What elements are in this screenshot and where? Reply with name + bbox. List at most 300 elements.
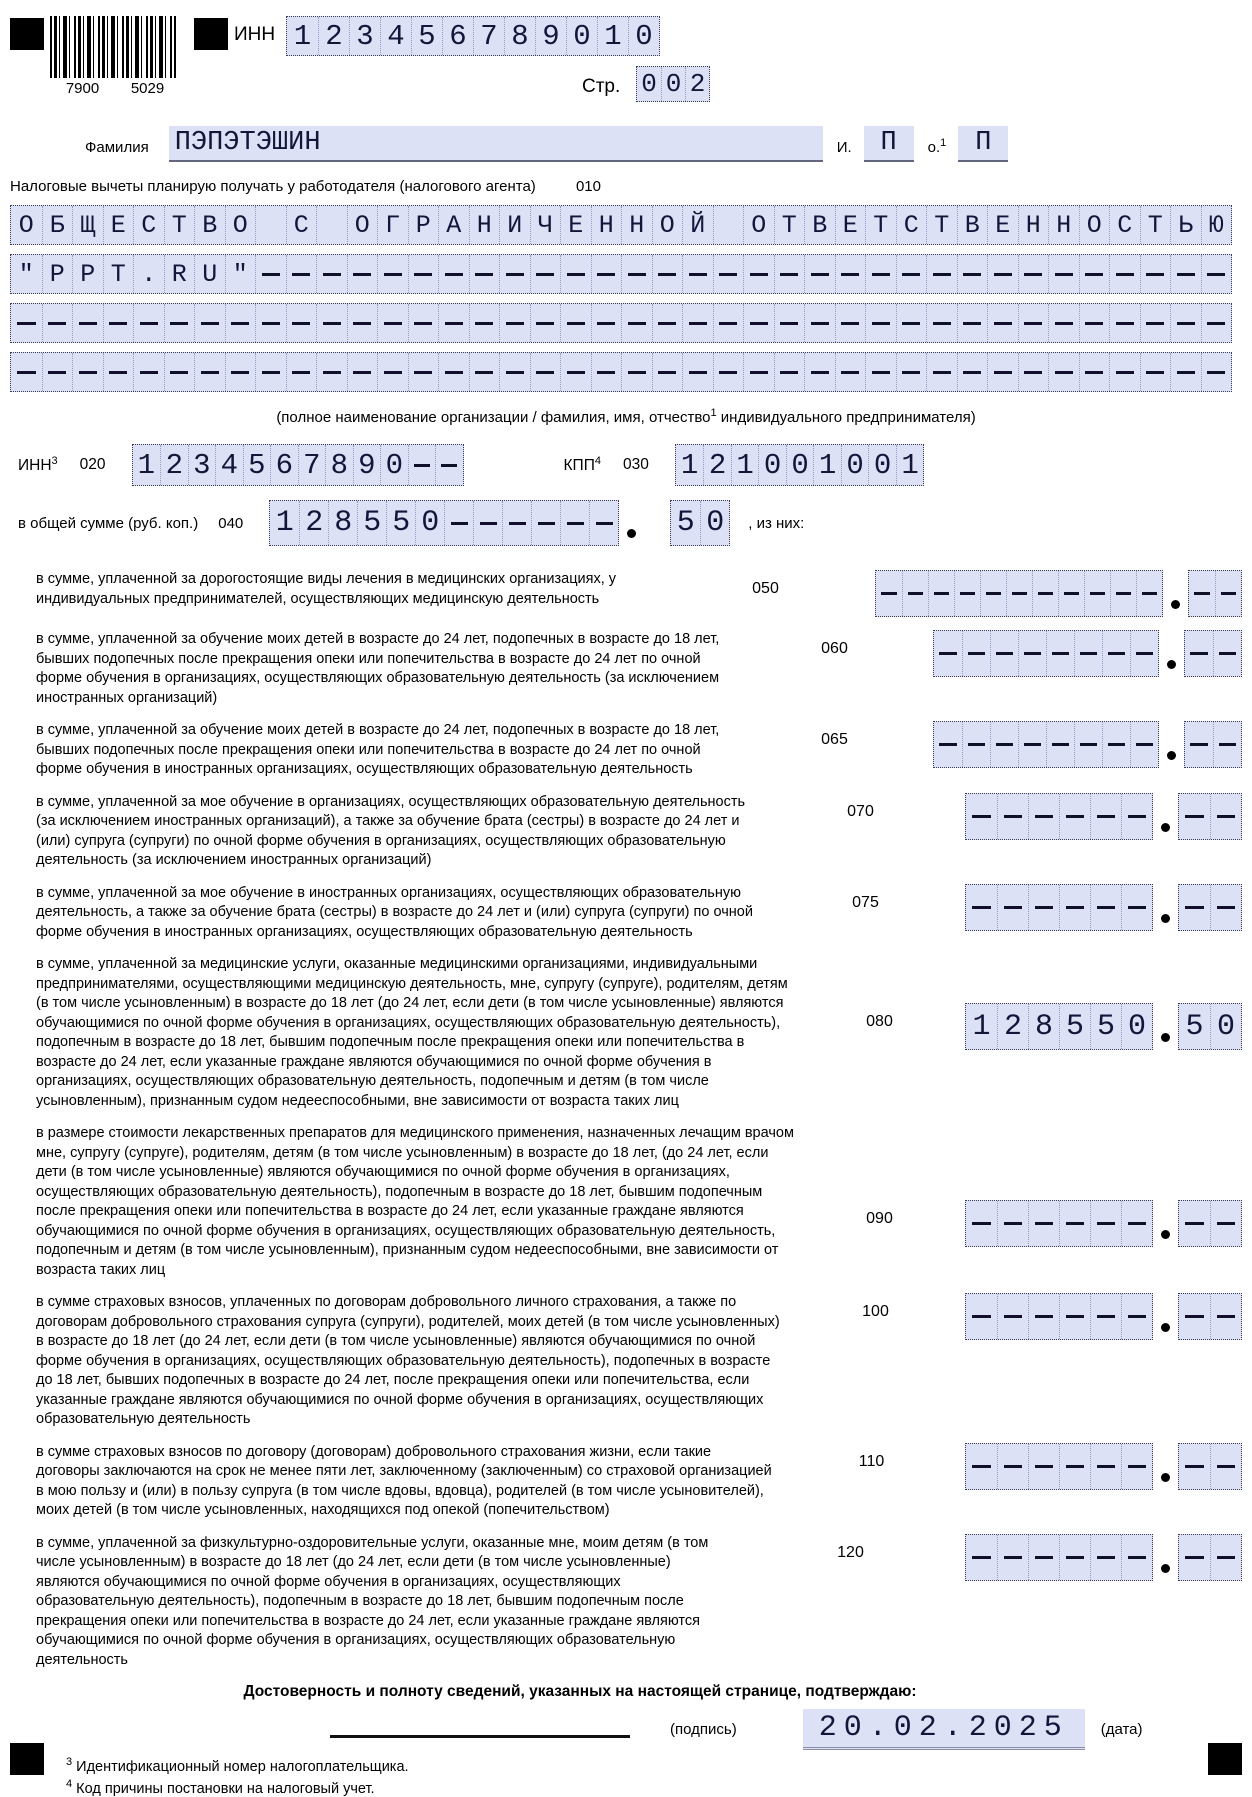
char-cell <box>591 255 622 293</box>
char-cell: 5 <box>386 501 415 545</box>
char-cell <box>928 571 954 616</box>
kpp-group <box>564 444 925 486</box>
char-cell <box>133 353 164 391</box>
char-cell <box>1179 1201 1210 1246</box>
item-amount-field[interactable] <box>875 570 1242 617</box>
deduction-items-list <box>10 570 1242 1670</box>
char-cell: " <box>225 255 256 293</box>
char-cell: 2 <box>997 1004 1028 1049</box>
deduction-item-070 <box>36 793 1242 871</box>
char-cell <box>962 722 990 767</box>
char-cell: " <box>18 259 34 289</box>
char-cell <box>1210 885 1241 930</box>
kop-cells[interactable] <box>1184 630 1242 677</box>
item-amount-field[interactable] <box>965 1200 1242 1247</box>
char-cell <box>589 501 618 545</box>
page-number-field[interactable] <box>636 66 710 102</box>
char-cell <box>42 353 73 391</box>
item-description: в сумме, уплаченной за мое обучение в организациях, осуществляющих образовательную деятельность (за исключением иностранных организаций), а также за обучение брата (сестры) в возрасте до 24 лет и (или) супруга (супруги) по очной форме обучения в организациях, осуществляющих образовательную деятельность (за исключением иностранных организаций) <box>36 793 746 868</box>
deduction-item-100 <box>36 1293 1242 1430</box>
char-cell <box>1090 1294 1121 1339</box>
char-cell <box>682 304 713 342</box>
char-cell <box>926 353 957 391</box>
char-cell <box>1084 571 1110 616</box>
char-cell: С <box>133 206 164 244</box>
char-cell <box>316 206 347 244</box>
form-barcode <box>50 16 180 97</box>
char-cell: . <box>133 255 164 293</box>
char-cell <box>896 255 927 293</box>
char-cell <box>966 1444 997 1489</box>
char-cell: 7 <box>473 17 504 55</box>
char-cell <box>1213 722 1241 767</box>
char-cell <box>1185 722 1213 767</box>
char-cell <box>1028 1444 1059 1489</box>
item-field-code: 070 <box>847 802 874 820</box>
item-field-code: 080 <box>866 1013 893 1030</box>
char-cell <box>1179 1444 1210 1489</box>
char-cell: 0 <box>641 69 657 99</box>
char-cell <box>1201 353 1232 391</box>
inn-020-label: ИНН$^3$ <box>18 454 58 475</box>
char-cell: Н <box>1048 206 1079 244</box>
item-field-code: 065 <box>821 731 848 748</box>
char-cell <box>133 304 164 342</box>
char-cell <box>438 255 469 293</box>
char-cell <box>408 255 439 293</box>
char-cell <box>1048 304 1079 342</box>
char-cell: 0 <box>661 67 685 101</box>
char-cell <box>502 501 531 545</box>
char-cell <box>1090 794 1121 839</box>
char-cell <box>1059 794 1090 839</box>
barcode-icon <box>50 16 176 78</box>
rub-cells[interactable] <box>933 721 1159 768</box>
org-name-row-1[interactable] <box>10 205 1232 245</box>
item-amount-field[interactable] <box>965 793 1242 840</box>
date-field[interactable]: 20.02.2025 <box>803 1709 1085 1750</box>
char-cell: 1 <box>293 19 312 53</box>
kop-cells[interactable] <box>1178 1003 1242 1050</box>
char-cell: 2 <box>703 445 731 485</box>
deduction-item-110 <box>36 1443 1242 1521</box>
char-cell: Щ <box>72 206 103 244</box>
char-cell <box>1028 1201 1059 1246</box>
org-name-row-4[interactable] <box>10 352 1232 392</box>
kop-cells[interactable] <box>1188 570 1242 617</box>
char-cell: С <box>286 206 317 244</box>
char-cell: 0 <box>380 445 408 485</box>
char-cell <box>966 1201 997 1246</box>
char-cell <box>1102 631 1130 676</box>
decimal-dot <box>1167 751 1176 760</box>
char-cell <box>1028 1535 1059 1580</box>
char-cell: Н <box>591 206 622 244</box>
char-cell <box>1028 1294 1059 1339</box>
employer-statement-row <box>10 178 1242 195</box>
char-cell <box>499 255 530 293</box>
item-amount-field[interactable] <box>965 1534 1242 1581</box>
char-cell <box>621 353 652 391</box>
char-cell <box>713 304 744 342</box>
char-cell: 0 <box>1210 1004 1241 1049</box>
char-cell: 1 <box>731 445 759 485</box>
char-cell: Т <box>1140 206 1171 244</box>
char-cell <box>962 631 990 676</box>
char-cell <box>957 255 988 293</box>
char-cell <box>713 353 744 391</box>
char-cell <box>255 255 286 293</box>
surname-label: Фамилия <box>85 139 149 156</box>
char-cell <box>774 353 805 391</box>
item-amount-field[interactable] <box>965 884 1242 931</box>
char-cell <box>347 304 378 342</box>
char-cell: А <box>438 206 469 244</box>
char-cell: 5 <box>676 506 695 540</box>
surname-row <box>10 126 1242 162</box>
char-cell <box>743 304 774 342</box>
char-cell: О <box>347 206 378 244</box>
char-cell <box>255 353 286 391</box>
item-field-code: 050 <box>752 580 779 597</box>
char-cell: Н <box>1018 206 1049 244</box>
char-cell: И <box>499 206 530 244</box>
decimal-dot <box>1171 600 1180 609</box>
char-cell <box>164 304 195 342</box>
char-cell <box>966 794 997 839</box>
char-cell <box>835 255 866 293</box>
deduction-item-090 <box>36 1124 1242 1280</box>
char-cell <box>103 353 134 391</box>
item-field-code: 120 <box>837 1543 864 1561</box>
decimal-dot <box>1161 914 1170 923</box>
char-cell <box>926 304 957 342</box>
char-cell <box>1121 1201 1152 1246</box>
char-cell <box>591 304 622 342</box>
item-field-code: 100 <box>862 1303 889 1320</box>
char-cell <box>1121 794 1152 839</box>
rub-cells[interactable] <box>933 630 1159 677</box>
rub-cells[interactable] <box>965 1003 1153 1050</box>
char-cell <box>865 353 896 391</box>
deduction-item-075 <box>36 884 1242 943</box>
first-initial-field[interactable]: П <box>864 126 914 162</box>
total-suffix-text: , из них: <box>748 514 805 532</box>
char-cell <box>1018 255 1049 293</box>
char-cell <box>408 445 436 485</box>
signature-label: (подпись) <box>670 1721 737 1738</box>
char-cell <box>1079 304 1110 342</box>
char-cell <box>835 353 866 391</box>
deduction-item-065 <box>36 721 1242 780</box>
field-code-040: 040 <box>218 514 244 532</box>
total-rub-field[interactable] <box>269 500 619 546</box>
char-cell <box>1079 255 1110 293</box>
rub-cells[interactable] <box>965 1293 1153 1340</box>
char-cell: 5 <box>1090 1004 1121 1049</box>
char-cell <box>377 255 408 293</box>
char-cell <box>1189 571 1215 616</box>
item-description: в сумме, уплаченной за медицинские услуги, оказанные медицинскими организациями, индивидуальными предпринимателями, осуществляющими медицинскую деятельность, мне, супругу (супруге), родителям, детям (в том числе усыновленным) в возрасте до 18 лет (до 24 лет, если дети (в том числе усыновленные) являются обучающимися по очной форме обучения в организациях, осуществляющих образовательную деятельность), подопечным в возрасте до 18 лет, бывшим подопечным после прекращения опеки или попечительства в возрасте до 24 лет, если указанные граждане являются обучающимися по очной форме обучения в организациях, осуществляющих образовательную деятельность, подопечным и детям (в том числе усыновленным), признанным судом недееспособными, вне зависимости от возраста таких лиц <box>36 956 788 1109</box>
field-code-030: 030 <box>622 456 649 473</box>
char-cell <box>347 353 378 391</box>
employer-statement-text: Налоговые вычеты планирую получать у работодателя (налогового агента) <box>10 178 536 195</box>
char-cell <box>997 794 1028 839</box>
item-amount-field[interactable] <box>965 1003 1242 1050</box>
kop-cells[interactable] <box>1178 1293 1242 1340</box>
char-cell <box>902 571 928 616</box>
date-label: (дата) <box>1100 1721 1143 1738</box>
char-cell <box>530 353 561 391</box>
char-cell <box>1215 571 1241 616</box>
kop-cells[interactable] <box>1178 1443 1242 1490</box>
org-name-row-3[interactable] <box>10 303 1232 343</box>
char-cell: 2 <box>685 67 709 101</box>
inn-field[interactable] <box>286 16 660 56</box>
char-cell <box>876 571 902 616</box>
char-cell <box>652 255 683 293</box>
item-amount-field[interactable] <box>933 721 1242 768</box>
deduction-item-060 <box>36 630 1242 708</box>
char-cell <box>286 353 317 391</box>
char-cell: 4 <box>380 17 411 55</box>
surname-field[interactable]: ПЭПЭТЭШИН <box>169 126 823 162</box>
char-cell: 8 <box>325 445 353 485</box>
char-cell <box>560 255 591 293</box>
organization-name-section <box>10 205 1242 426</box>
rub-cells[interactable] <box>965 1443 1153 1490</box>
patronymic-initial-field[interactable]: П <box>958 126 1008 162</box>
char-cell <box>103 304 134 342</box>
char-cell <box>1046 722 1074 767</box>
char-cell <box>987 304 1018 342</box>
char-cell <box>347 255 378 293</box>
char-cell <box>987 255 1018 293</box>
char-cell: 8 <box>328 501 357 545</box>
char-cell <box>499 304 530 342</box>
char-cell <box>1048 353 1079 391</box>
char-cell <box>1006 571 1032 616</box>
char-cell <box>865 255 896 293</box>
char-cell: Т <box>865 206 896 244</box>
item-description: в сумме, уплаченной за обучение моих детей в возрасте до 24 лет, подопечных в возрасте до 18 лет, бывших подопечных после прекращения опеки или попечительства в возрасте до 24 лет по очной форме обучения в иностранных организациях, осуществляющих образовательную деятельность <box>36 722 720 777</box>
char-cell: О <box>652 206 683 244</box>
char-cell: Й <box>682 206 713 244</box>
char-cell <box>966 1294 997 1339</box>
char-cell: 1 <box>137 448 155 482</box>
char-cell <box>957 304 988 342</box>
char-cell <box>225 353 256 391</box>
char-cell <box>934 631 962 676</box>
char-cell <box>1090 1201 1121 1246</box>
char-cell <box>1090 1535 1121 1580</box>
total-sum-row <box>10 500 1242 546</box>
char-cell <box>1121 1444 1152 1489</box>
decimal-dot <box>1167 660 1176 669</box>
kop-cells[interactable] <box>1178 1534 1242 1581</box>
char-cell: 0 <box>868 445 896 485</box>
item-description: в сумме страховых взносов по договору (договорам) добровольного страхования жизни, если такие договоры заключаются на срок не менее пяти лет, заключенному (заключенным) со страховой организацией в мою пользу и (или) в пользу супруга (в том числе вдовы, вдовца), родителей (в том числе усыновителей), моих детей (в том числе усыновленных, находящихся под опекой (попечительством) <box>36 1443 772 1518</box>
rub-cells[interactable] <box>965 884 1153 931</box>
item-amount-field[interactable] <box>933 630 1242 677</box>
char-cell <box>1018 304 1049 342</box>
inn-020-field[interactable] <box>132 444 464 486</box>
char-cell: О <box>1079 206 1110 244</box>
char-cell: 0 <box>786 445 814 485</box>
char-cell <box>1179 1535 1210 1580</box>
char-cell <box>560 501 589 545</box>
char-cell <box>804 353 835 391</box>
char-cell <box>1213 631 1241 676</box>
item-amount-field[interactable] <box>965 1293 1242 1340</box>
org-name-row-2[interactable] <box>10 254 1232 294</box>
char-cell <box>990 631 1018 676</box>
kop-cells[interactable] <box>1184 721 1242 768</box>
rub-cells[interactable] <box>875 570 1163 617</box>
char-cell <box>469 353 500 391</box>
char-cell <box>774 255 805 293</box>
char-cell <box>469 304 500 342</box>
item-amount-field[interactable] <box>965 1443 1242 1490</box>
char-cell: 5 <box>243 445 271 485</box>
char-cell: 5 <box>357 501 386 545</box>
kpp-030-field[interactable] <box>675 444 925 486</box>
rub-cells[interactable] <box>965 1534 1153 1581</box>
item-description: в размере стоимости лекарственных препаратов для медицинского применения, назначенных лечащим врачом мне, супругу (супруге), родителям, детям (в том числе усыновленным) в возрасте до 18 лет, (до 24 лет, если дети (в том числе усыновленные) являются обучающимися по очной форме обучения в организациях, осуществляющих образовательную деятельность), подопечным в возрасте до 18 лет, бывшим подопечным после прекращения опеки или попечительства в возрасте до 24 лет, если указанные граждане являются обучающимися по очной форме обучения в организациях, осуществляющих образовательную деятельность, подопечным и детям (в том числе усыновленным), признанным судом недееспособными, вне зависимости от возраста таких лиц <box>36 1125 794 1278</box>
char-cell <box>865 304 896 342</box>
char-cell <box>990 722 1018 767</box>
char-cell: 0 <box>566 17 597 55</box>
kop-cells[interactable] <box>1178 1200 1242 1247</box>
char-cell <box>377 353 408 391</box>
barcode-digits-left: 7900 <box>65 80 100 97</box>
char-cell <box>1109 255 1140 293</box>
rub-cells[interactable] <box>965 793 1153 840</box>
char-cell <box>1048 255 1079 293</box>
char-cell <box>1140 304 1171 342</box>
char-cell <box>560 304 591 342</box>
char-cell: P <box>42 255 73 293</box>
barcode-digits <box>50 80 180 97</box>
barcode-digits-right: 5029 <box>130 80 165 97</box>
char-cell <box>804 304 835 342</box>
char-cell <box>164 353 195 391</box>
char-cell <box>1028 885 1059 930</box>
field-code-020: 020 <box>79 456 106 473</box>
char-cell: 1 <box>680 448 699 482</box>
total-kop-field[interactable] <box>670 500 730 546</box>
decimal-dot <box>1161 1230 1170 1239</box>
char-cell <box>966 1535 997 1580</box>
registration-mark <box>10 18 44 50</box>
rub-cells[interactable] <box>965 1200 1153 1247</box>
char-cell <box>1140 255 1171 293</box>
char-cell: U <box>194 255 225 293</box>
signature-line[interactable] <box>330 1709 630 1738</box>
char-cell <box>42 304 73 342</box>
decimal-dot <box>1161 1564 1170 1573</box>
char-cell: Е <box>560 206 591 244</box>
char-cell <box>1109 353 1140 391</box>
footnotes <box>10 1756 1242 1797</box>
char-cell: 1 <box>972 1009 991 1044</box>
char-cell: Г <box>377 206 408 244</box>
char-cell <box>1018 631 1046 676</box>
char-cell: 0 <box>628 17 659 55</box>
char-cell: 1 <box>275 506 294 540</box>
char-cell <box>835 304 866 342</box>
char-cell: Ь <box>1170 206 1201 244</box>
char-cell <box>682 255 713 293</box>
char-cell <box>1121 1294 1152 1339</box>
form-header <box>10 16 1242 118</box>
char-cell <box>499 353 530 391</box>
char-cell <box>444 501 473 545</box>
char-cell: О <box>743 206 774 244</box>
char-cell: 8 <box>1028 1004 1059 1049</box>
inn-kpp-row <box>10 444 1242 486</box>
char-cell: 0 <box>415 501 444 545</box>
char-cell <box>997 1201 1028 1246</box>
item-field-code: 110 <box>858 1452 885 1470</box>
char-cell <box>1102 722 1130 767</box>
char-cell: 7 <box>298 445 326 485</box>
char-cell <box>473 501 502 545</box>
char-cell <box>408 304 439 342</box>
char-cell <box>1090 885 1121 930</box>
char-cell <box>438 304 469 342</box>
char-cell: 6 <box>270 445 298 485</box>
char-cell: Е <box>103 206 134 244</box>
char-cell: 3 <box>349 17 380 55</box>
item-description: в сумме, уплаченной за физкультурно-оздоровительные услуги, оказанные мне, моим детям (в том числе усыновленным) в возрасте до 18 лет (до 24 лет, если дети (в том числе усыновленные) являются обучающимися по очной форме обучения в организациях, осуществляющих образовательную деятельность), подопечным в возрасте до 18 лет, бывшим подопечным после прекращения опеки или попечительства в возрасте до 24 лет, если указанные граждане являются обучающимися по очной форме обучения в организациях, осуществляющих образовательную деятельность <box>36 1534 709 1668</box>
char-cell <box>1074 722 1102 767</box>
char-cell: В <box>804 206 835 244</box>
field-code-010: 010 <box>575 178 601 195</box>
char-cell: В <box>957 206 988 244</box>
deduction-item-120 <box>36 1534 1242 1671</box>
char-cell: 1 <box>896 445 924 485</box>
char-cell: Н <box>621 206 652 244</box>
decimal-dot <box>1161 1033 1170 1042</box>
char-cell <box>980 571 1006 616</box>
kop-cells[interactable] <box>1178 884 1242 931</box>
char-cell <box>713 206 744 244</box>
char-cell: 0 <box>1121 1004 1152 1049</box>
char-cell <box>652 304 683 342</box>
char-cell <box>1170 255 1201 293</box>
char-cell: Т <box>774 206 805 244</box>
char-cell: С <box>1109 206 1140 244</box>
char-cell <box>997 885 1028 930</box>
item-description: в сумме страховых взносов, уплаченных по договорам добровольного личного страхования, а также по договорам добровольного страхования супруга (супруги), родителей, моих детей (в том числе усыновленных) в возрасте до 18 лет (до 24 лет, если дети (в том числе усыновленные) являются обучающимися по очной форме обучения в организациях, осуществляющих образовательную деятельность), подопечных в возрасте до 18 лет, бывших подопечных в возрасте до 24 лет, после прекращения опеки или попечительства, если указанные граждане являются обучающимися по очной форме обучения в организациях, осуществляющих образовательную деятельность <box>36 1294 780 1427</box>
char-cell: 8 <box>504 17 535 55</box>
first-initial-label: И. <box>836 139 852 156</box>
char-cell <box>997 1535 1028 1580</box>
char-cell <box>1079 353 1110 391</box>
kop-cells[interactable] <box>1178 793 1242 840</box>
char-cell: 9 <box>535 17 566 55</box>
char-cell <box>1170 353 1201 391</box>
char-cell <box>1179 1294 1210 1339</box>
char-cell <box>1210 1444 1241 1489</box>
char-cell <box>1210 1535 1241 1580</box>
char-cell <box>1028 794 1059 839</box>
char-cell <box>469 255 500 293</box>
char-cell <box>1210 1294 1241 1339</box>
char-cell <box>438 353 469 391</box>
char-cell: Т <box>926 206 957 244</box>
